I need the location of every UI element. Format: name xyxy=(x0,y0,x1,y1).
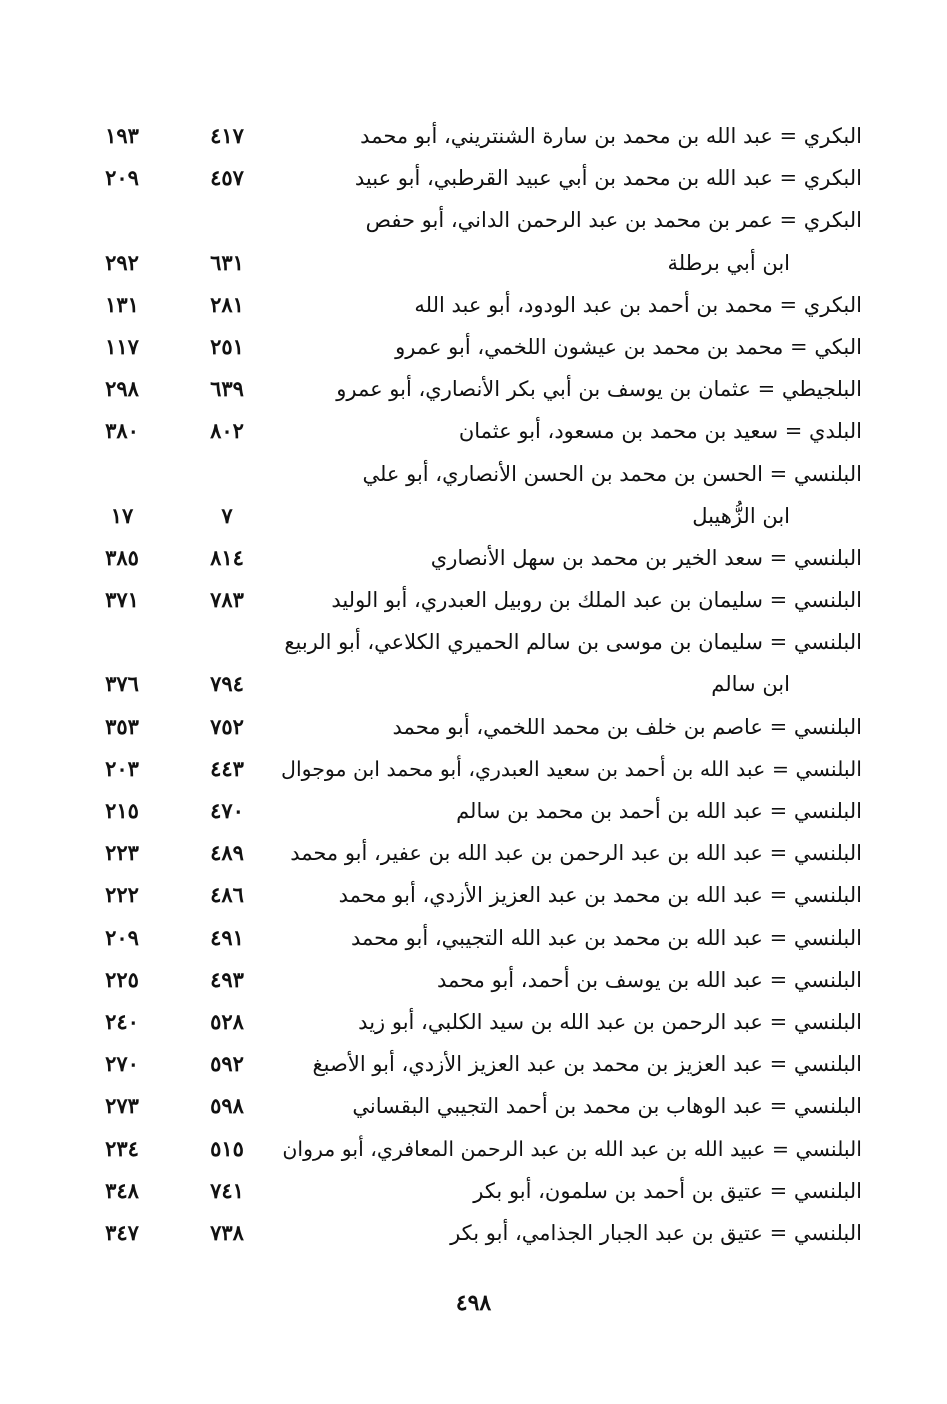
entry-number: ٥٢٨ xyxy=(210,1008,244,1034)
entry-page-number: ٢٠٩ xyxy=(105,165,139,191)
entry-page-number: ٢٠٩ xyxy=(105,924,139,950)
entry-number: ٧٥٢ xyxy=(210,713,244,739)
entry-page-number: ٢٩٢ xyxy=(105,249,139,275)
entry-page-number: ١٧ xyxy=(110,502,134,528)
entry-number: ٤٤٣ xyxy=(210,755,244,781)
entry-name: البلنسي = عبد الله بن عبد الرحمن بن عبد الله بن عفير، أبو محمد xyxy=(290,841,862,866)
entry-page-number: ٢٧٠ xyxy=(105,1051,139,1077)
entry-page-number: ٣٥٣ xyxy=(105,713,139,739)
entry-name: البكري = محمد بن أحمد بن عبد الودود، أبو عبد الله xyxy=(414,292,862,317)
entry-page-number: ٣٧١ xyxy=(105,587,139,613)
entry-name: البلنسي = عبد الرحمن بن عبد الله بن سيد الكلبي، أبو زيد xyxy=(358,1009,862,1034)
entry-page-number: ٣٧٦ xyxy=(105,671,139,697)
entry-name-continuation: ابن سالم xyxy=(711,672,790,697)
index-entry-row xyxy=(80,1172,862,1214)
entry-number: ٤٨٩ xyxy=(210,840,244,866)
entry-name: البلنسي = عبد الله بن أحمد بن محمد بن سالم xyxy=(456,799,862,823)
index-entry-row xyxy=(80,244,862,286)
index-list xyxy=(80,117,862,1256)
entry-number: ٥٩٢ xyxy=(210,1051,244,1077)
index-entry-row xyxy=(80,412,862,454)
index-entry-row xyxy=(80,1003,862,1045)
entry-number: ٧ xyxy=(221,502,233,528)
entry-page-number: ٢٣٤ xyxy=(105,1135,139,1161)
entry-number: ٤٨٦ xyxy=(210,882,244,908)
entry-name: البكي = محمد بن محمد بن عيشون اللخمي، أبو عمرو xyxy=(395,334,862,359)
entry-number: ٤٩٣ xyxy=(210,966,244,992)
entry-number: ٧٣٨ xyxy=(210,1219,244,1245)
entry-number: ٨٠٢ xyxy=(210,418,244,444)
entry-number: ٧٨٣ xyxy=(210,587,244,613)
entry-number: ٢٨١ xyxy=(210,291,244,317)
entry-name: البلنسي = سليمان بن موسى بن سالم الحميري الكلاعي، أبو الربيع xyxy=(284,630,862,655)
entry-name-continuation: ابن الزُّهيبل xyxy=(692,503,790,528)
entry-name: البلنسي = عبد الله بن محمد بن عبد العزيز الأزدي، أبو محمد xyxy=(338,883,862,908)
entry-name-continuation: ابن أبي برطلة xyxy=(667,250,790,275)
entry-number: ٤١٧ xyxy=(210,123,244,148)
index-entry-row xyxy=(80,1045,862,1087)
entry-page-number: ٢٠٣ xyxy=(105,755,139,781)
entry-page-number: ١٣١ xyxy=(105,291,139,317)
entry-number: ٨١٤ xyxy=(210,544,244,570)
index-entry-row xyxy=(80,792,862,834)
entry-page-number: ٢٧٣ xyxy=(105,1093,139,1119)
entry-number: ٥٩٨ xyxy=(210,1093,244,1119)
entry-number: ٤٧٠ xyxy=(210,798,244,823)
entry-number: ٥١٥ xyxy=(210,1135,244,1161)
entry-name: البلنسي = عبد الله بن يوسف بن أحمد، أبو محمد xyxy=(436,967,862,992)
index-entry-row xyxy=(80,328,862,370)
index-entry-row xyxy=(80,665,862,707)
entry-name: البلنسي = عبد الله بن محمد بن عبد الله التجيبي، أبو محمد xyxy=(351,925,862,950)
entry-name: البلنسي = عبد الله بن أحمد بن سعيد العبدري، أبو محمد ابن موجوال xyxy=(281,756,862,781)
entry-number: ٢٥١ xyxy=(210,333,244,359)
index-entry-row xyxy=(80,201,862,243)
entry-number: ٤٩١ xyxy=(210,924,244,950)
index-entry-row xyxy=(80,497,862,539)
entry-number: ٧٩٤ xyxy=(210,671,244,697)
entry-name: البكري = عبد الله بن محمد بن أبي عبيد القرطبي، أبو عبيد xyxy=(354,166,862,191)
index-entry-row xyxy=(80,919,862,961)
entry-page-number: ٢٢٣ xyxy=(105,840,139,866)
entry-number: ٤٥٧ xyxy=(210,165,244,191)
index-entry-row xyxy=(80,370,862,412)
index-entry-row xyxy=(80,750,862,792)
entry-name: البلنسي = عبد الوهاب بن محمد بن أحمد التجيبي البقساني xyxy=(352,1094,862,1119)
index-entry-row xyxy=(80,581,862,623)
entry-name: البلنسي = عبد العزيز بن محمد بن عبد العزيز الأزدي، أبو الأصبغ xyxy=(312,1052,862,1077)
index-entry-row xyxy=(80,159,862,201)
entry-page-number: ٢٢٢ xyxy=(105,882,139,908)
entry-page-number: ٣٨٠ xyxy=(105,418,139,444)
index-entry-row xyxy=(80,708,862,750)
index-entry-row xyxy=(80,1130,862,1172)
entry-page-number: ٣٤٧ xyxy=(105,1219,139,1245)
entry-number: ٦٣٩ xyxy=(210,376,244,402)
index-entry-row xyxy=(80,623,862,665)
index-entry-row xyxy=(80,1214,862,1256)
index-entry-row xyxy=(80,1087,862,1129)
entry-page-number: ٢٢٥ xyxy=(105,966,139,992)
entry-page-number: ١١٧ xyxy=(105,333,139,359)
entry-number: ٧٤١ xyxy=(210,1177,244,1203)
entry-name: البلدي = سعيد بن محمد بن مسعود، أبو عثمان xyxy=(458,419,862,444)
entry-name: البلنسي = سعد الخير بن محمد بن سهل الأنصاري xyxy=(430,545,862,570)
index-entry-row xyxy=(80,961,862,1003)
index-entry-row xyxy=(80,539,862,581)
entry-page-number: ٢١٥ xyxy=(105,798,139,823)
page-number: ٤٩٨ xyxy=(455,1290,492,1316)
entry-page-number: ٣٨٥ xyxy=(105,544,139,570)
entry-page-number: ٢٤٠ xyxy=(105,1008,139,1034)
index-entry-row xyxy=(80,286,862,328)
entry-page-number: ٣٤٨ xyxy=(105,1177,139,1203)
entry-name: البلنسي = عتيق بن أحمد بن سلمون، أبو بكر xyxy=(473,1178,862,1203)
entry-number: ٦٣١ xyxy=(210,249,244,275)
index-entry-row xyxy=(80,834,862,876)
index-entry-row xyxy=(80,117,862,159)
entry-name: البلنسي = عتيق بن عبد الجبار الجذامي، أبو بكر xyxy=(450,1220,862,1245)
index-entry-row xyxy=(80,455,862,497)
entry-name: البلنسي = الحسن بن محمد بن الحسن الأنصاري، أبو علي xyxy=(362,461,862,486)
entry-name: البكري = عمر بن محمد بن عبد الرحمن الداني، أبو حفص xyxy=(365,208,862,233)
entry-name: البلنسي = عبيد الله بن عبد الله بن عبد الرحمن المعافري، أبو مروان xyxy=(282,1136,862,1161)
index-entry-row xyxy=(80,876,862,918)
entry-name: البلنسي = سليمان بن عبد الملك بن روبيل العبدري، أبو الوليد xyxy=(331,588,862,613)
entry-page-number: ١٩٣ xyxy=(105,123,139,148)
entry-page-number: ٢٩٨ xyxy=(105,376,139,402)
entry-name: البلجيطي = عثمان بن يوسف بن أبي بكر الأنصاري، أبو عمرو xyxy=(336,377,862,402)
entry-name: البلنسي = عاصم بن خلف بن محمد اللخمي، أبو محمد xyxy=(392,714,862,739)
entry-name: البكري = عبد الله بن محمد بن سارة الشنتريني، أبو محمد xyxy=(360,124,862,148)
